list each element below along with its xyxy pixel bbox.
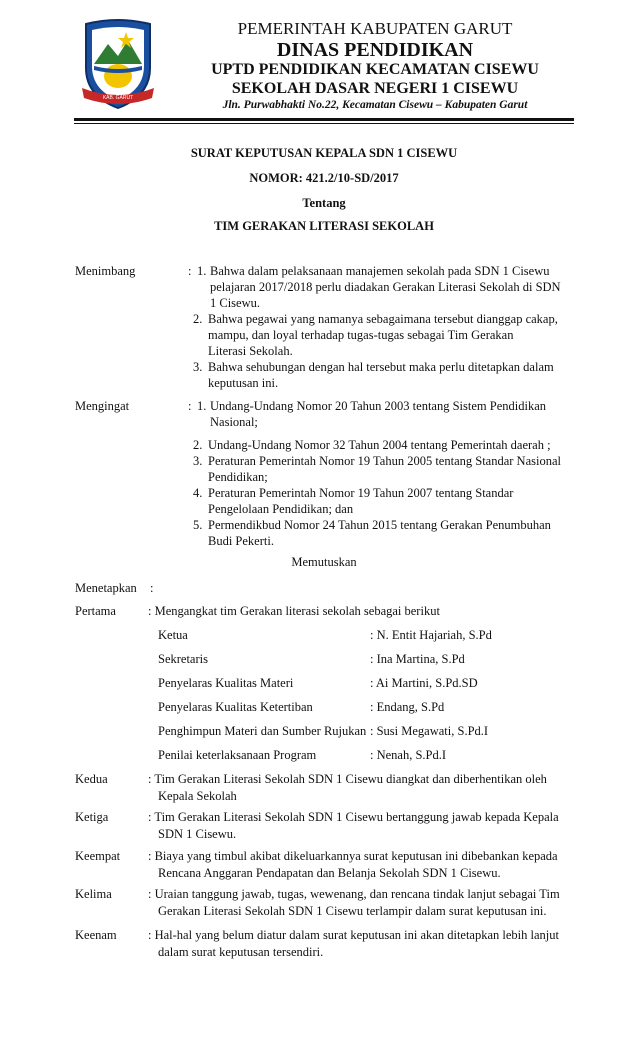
list-item-line: Peraturan Pemerintah Nomor 19 Tahun 2007 tentang Standar	[208, 486, 514, 500]
team-role: Ketua	[158, 628, 188, 642]
pertama-text: : Mengangkat tim Gerakan literasi sekolah sebagai berikut	[148, 604, 440, 618]
list-number: 1.	[197, 399, 207, 413]
list-number: 5.	[193, 518, 203, 532]
kelima-line: : Uraian tanggung jawab, tugas, wewenang, dan rencana tindak lanjut sebagai Tim	[148, 887, 560, 901]
team-member: : Nenah, S.Pd.I	[370, 748, 447, 762]
letterhead-address: Jln. Purwabhakti No.22, Kecamatan Cisewu – Kabupaten Garut	[222, 99, 528, 111]
list-item-line: pelajaran 2017/2018 perlu diadakan Gerakan Literasi Sekolah di SDN	[210, 280, 561, 294]
list-number: 2.	[193, 438, 203, 452]
team-role: Penghimpun Materi dan Sumber Rujukan	[158, 724, 367, 738]
team-role: Penilai keterlaksanaan Program	[158, 748, 317, 762]
memutuskan-heading: Memutuskan	[291, 555, 357, 569]
list-item-line: Bahwa dalam pelaksanaan manajemen sekolah pada SDN 1 Cisewu	[210, 264, 550, 278]
colon: :	[188, 399, 192, 413]
kedua-line: Kepala Sekolah	[158, 789, 237, 803]
team-member: : Ina Martina, S.Pd	[370, 652, 465, 666]
letterhead-department: DINAS PENDIDIKAN	[276, 39, 474, 61]
keempat-line: Rencana Anggaran Pendapatan dan Belanja Sekolah SDN 1 Cisewu.	[158, 866, 501, 880]
letterhead-thick-rule	[74, 118, 574, 121]
list-item-line: mampu, dan loyal terhadap tugas-tugas sebagai Tim Gerakan	[208, 328, 514, 342]
list-item-line: Pengelolaan Pendidikan; dan	[208, 502, 354, 516]
list-item-line: Budi Pekerti.	[208, 534, 274, 548]
section-label-keenam: Keenam	[75, 928, 117, 942]
section-label-menimbang: Menimbang	[75, 264, 136, 278]
list-item-line: Bahwa sehubungan dengan hal tersebut maka perlu ditetapkan dalam	[208, 360, 554, 374]
team-member: : Endang, S.Pd	[370, 700, 445, 714]
letterhead-school: SEKOLAH DASAR NEGERI 1 CISEWU	[231, 80, 519, 97]
decree-number: NOMOR: 421.2/10-SD/2017	[249, 171, 399, 185]
section-label-keempat: Keempat	[75, 849, 121, 863]
section-label-kelima: Kelima	[75, 887, 112, 901]
team-member: : N. Entit Hajariah, S.Pd	[370, 628, 492, 642]
list-item-line: Literasi Sekolah.	[208, 344, 293, 358]
list-item-line: Permendikbud Nomor 24 Tahun 2015 tentang Gerakan Penumbuhan	[208, 518, 551, 532]
team-member: : Ai Martini, S.Pd.SD	[370, 676, 478, 690]
decree-subject: TIM GERAKAN LITERASI SEKOLAH	[214, 219, 434, 233]
team-role: Sekretaris	[158, 652, 208, 666]
kedua-line: : Tim Gerakan Literasi Sekolah SDN 1 Cisewu diangkat dan diberhentikan oleh	[148, 772, 547, 786]
letterhead-thin-rule	[74, 123, 574, 124]
list-number: 3.	[193, 360, 203, 374]
team-member: : Susi Megawati, S.Pd.I	[370, 724, 489, 738]
list-item-line: Undang-Undang Nomor 32 Tahun 2004 tentang Pemerintah daerah ;	[208, 438, 551, 452]
decree-heading: SURAT KEPUTUSAN KEPALA SDN 1 CISEWU	[190, 146, 458, 160]
letterhead-uptd: UPTD PENDIDIKAN KECAMATAN CISEWU	[211, 61, 539, 78]
section-label-kedua: Kedua	[75, 772, 108, 786]
list-number: 4.	[193, 486, 203, 500]
list-item-line: Bahwa pegawai yang namanya sebagaimana tersebut dianggap cakap,	[208, 312, 558, 326]
section-label-menetapkan: Menetapkan	[75, 581, 137, 595]
list-number: 3.	[193, 454, 203, 468]
emblem-ribbon-text: KAB. GARUT	[102, 95, 134, 101]
garut-regency-emblem-icon	[78, 18, 158, 110]
colon: :	[150, 581, 154, 595]
keenam-line: : Hal-hal yang belum diatur dalam surat keputusan ini akan ditetapkan lebih lanjut	[148, 928, 559, 942]
section-label-ketiga: Ketiga	[75, 810, 109, 824]
decree-about: Tentang	[302, 196, 346, 210]
colon: :	[188, 264, 192, 278]
keenam-line: dalam surat keputusan tersendiri.	[158, 945, 324, 959]
team-role: Penyelaras Kualitas Materi	[158, 676, 294, 690]
list-item-line: keputusan ini.	[208, 376, 279, 390]
team-role: Penyelaras Kualitas Ketertiban	[158, 700, 313, 714]
list-item-line: Undang-Undang Nomor 20 Tahun 2003 tentang Sistem Pendidikan	[210, 399, 547, 413]
letterhead-government: PEMERINTAH KABUPATEN GARUT	[237, 19, 513, 38]
section-label-pertama: Pertama	[75, 604, 116, 618]
kelima-line: Gerakan Literasi Sekolah SDN 1 Cisewu terlampir dalam surat keputusan ini.	[158, 904, 547, 918]
ketiga-line: SDN 1 Cisewu.	[158, 827, 237, 841]
list-number: 1.	[197, 264, 207, 278]
section-label-mengingat: Mengingat	[75, 399, 130, 413]
list-item-line: Nasional;	[210, 415, 258, 429]
keempat-line: : Biaya yang timbul akibat dikeluarkannya surat keputusan ini dibebankan kepada	[148, 849, 558, 863]
list-item-line: 1 Cisewu.	[210, 296, 260, 310]
ketiga-line: : Tim Gerakan Literasi Sekolah SDN 1 Cisewu bertanggung jawab kepada Kepala	[148, 810, 559, 824]
list-item-line: Peraturan Pemerintah Nomor 19 Tahun 2005 tentang Standar Nasional	[208, 454, 561, 468]
list-item-line: Pendidikan;	[208, 470, 268, 484]
list-number: 2.	[193, 312, 203, 326]
